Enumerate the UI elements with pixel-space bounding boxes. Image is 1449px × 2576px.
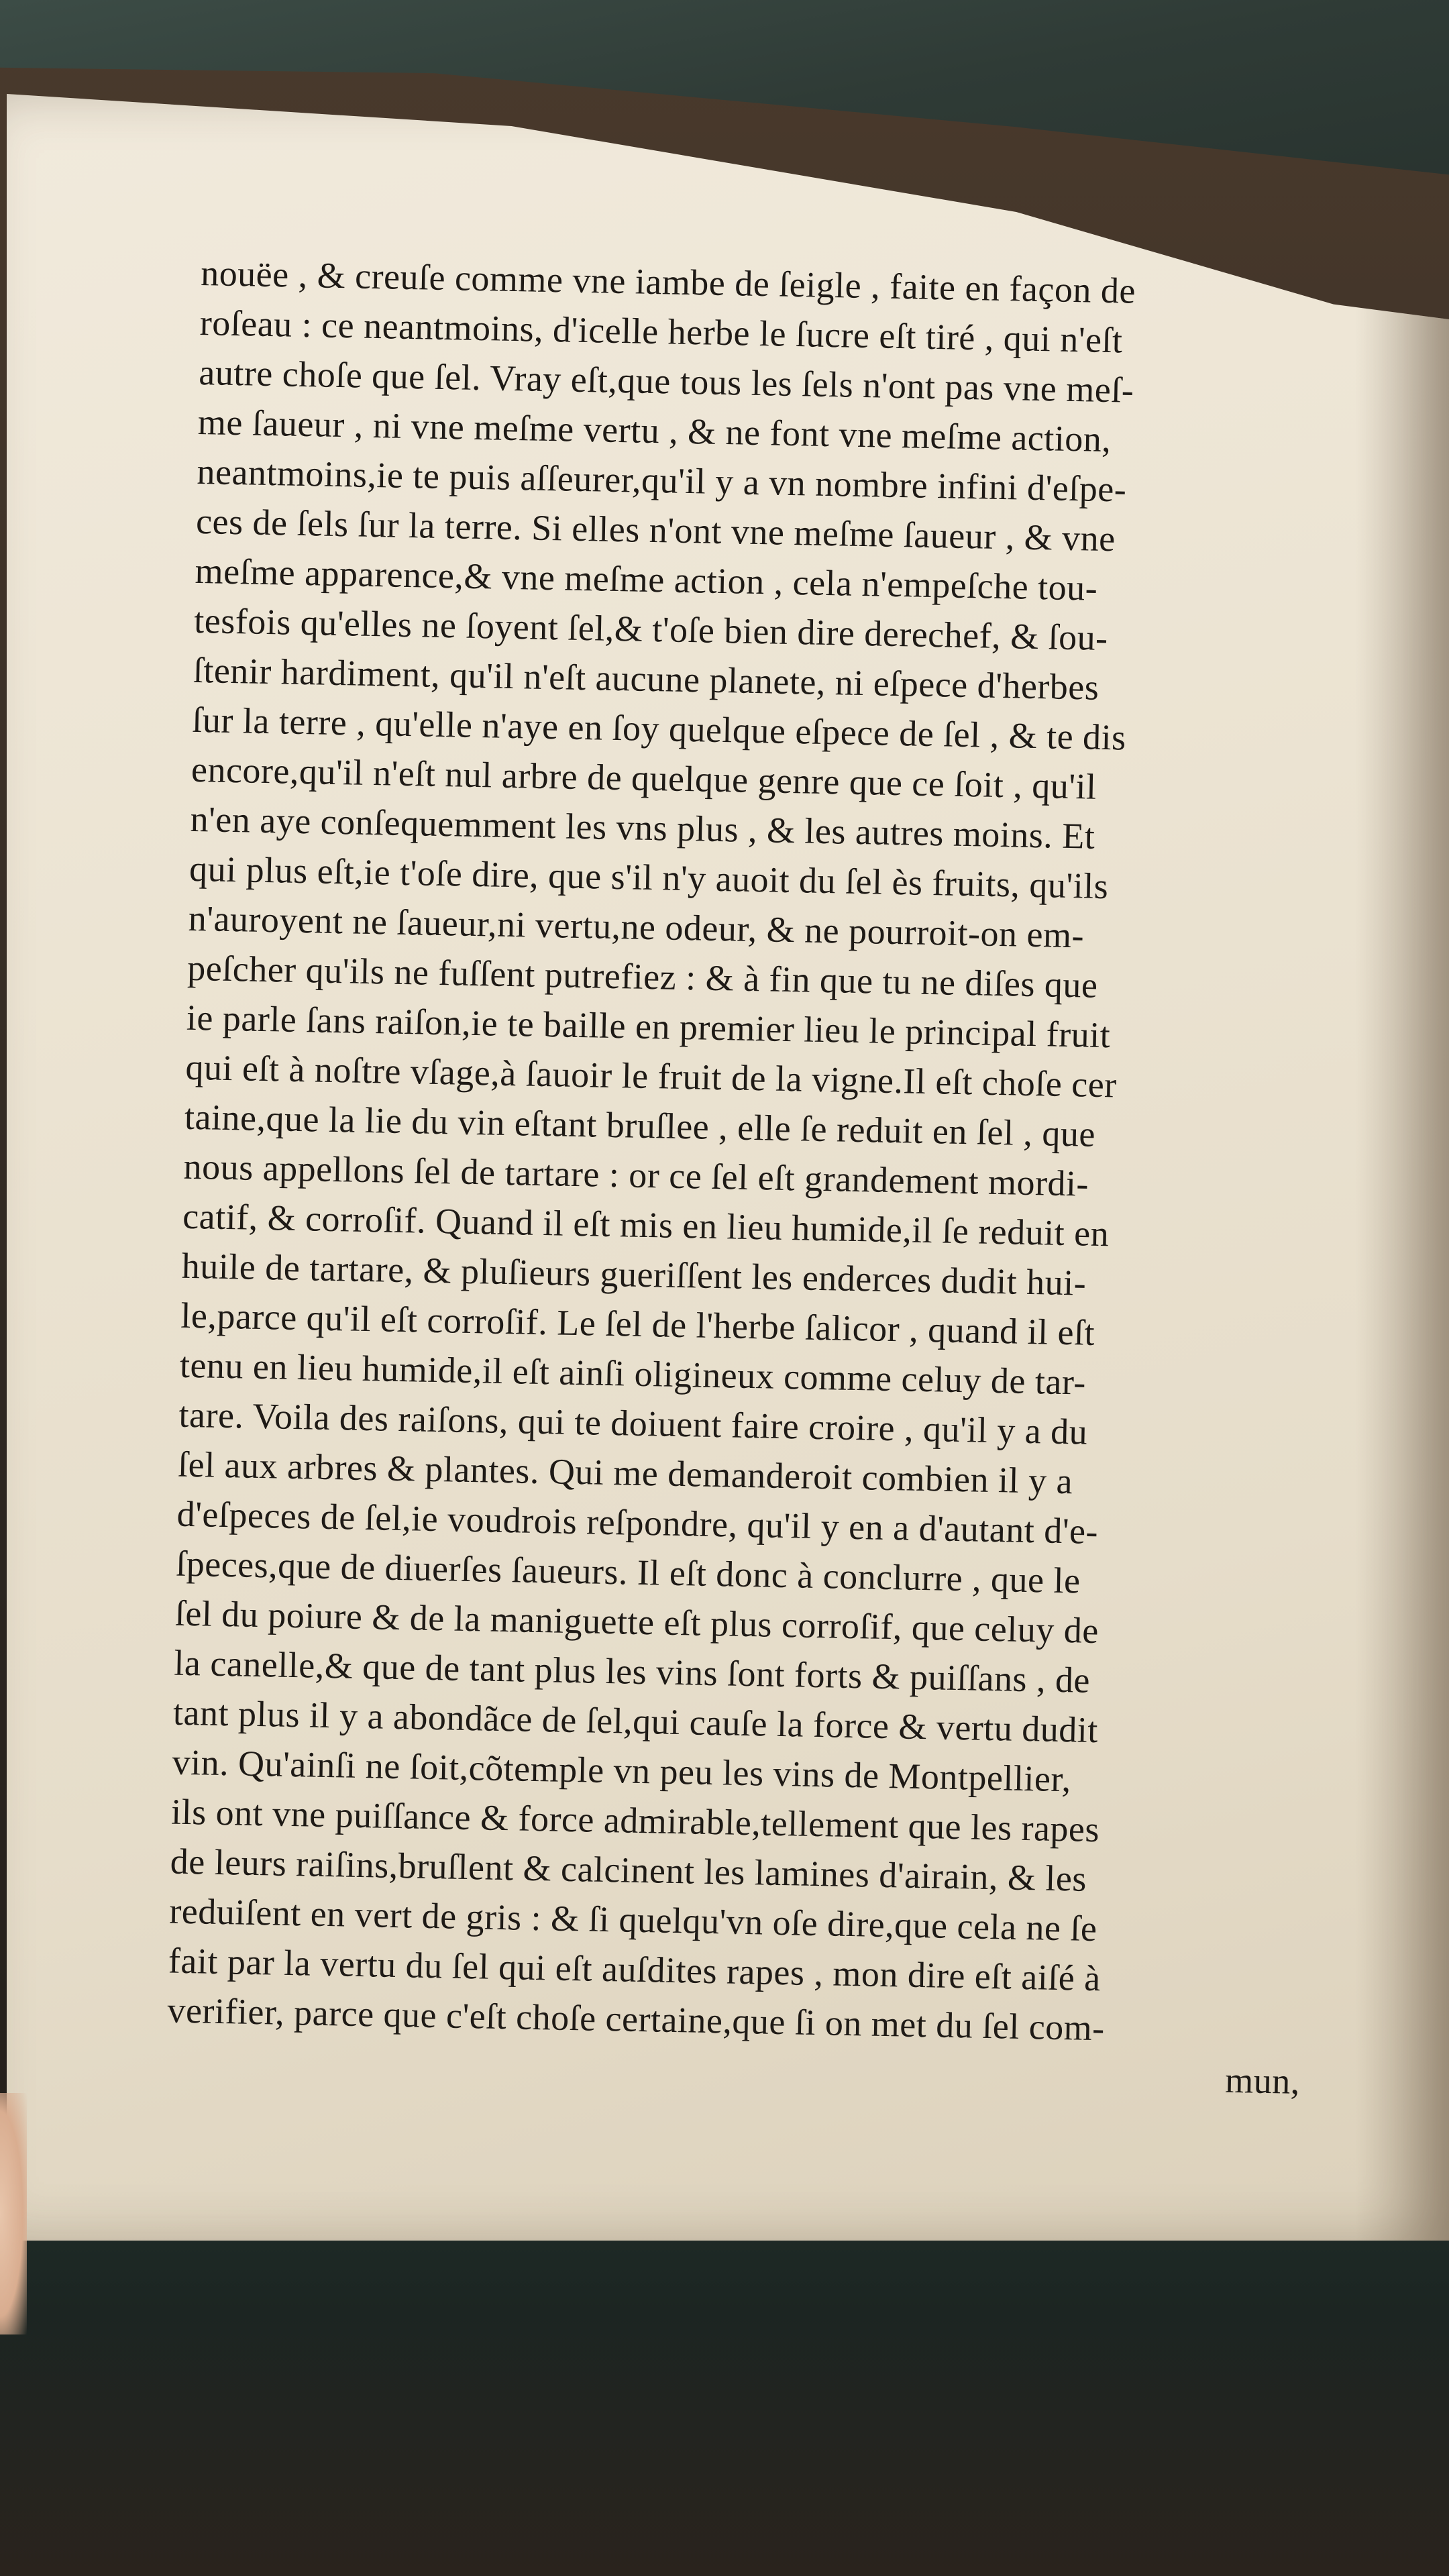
text-line: roſeau : ce neantmoins, d'icelle herbe le ſucre eſt tiré , qui n'eſt bbox=[199, 302, 1124, 361]
text-line: nouëe , & creuſe comme vne iambe de ſeigle , faite en façon de bbox=[200, 252, 1136, 311]
text-line: autre choſe que ſel. Vray eſt,que tous les ſels n'ont pas vne meſ- bbox=[198, 352, 1134, 411]
catchword: mun, bbox=[1224, 2059, 1301, 2102]
text-line: neantmoins,ie te puis aſſeurer,qu'il y a vn nombre infini d'eſpe- bbox=[197, 451, 1127, 510]
text-line: catif, & corroſif. Quand il eſt mis en lieu humide,il ſe reduit en bbox=[182, 1195, 1110, 1254]
text-line: huile de tartare, & pluſieurs gueriſſent les enderces dudit hui- bbox=[181, 1245, 1087, 1303]
text-line: fait par la vertu du ſel qui eſt auſdites rapes , mon dire eſt aiſé à bbox=[168, 1940, 1102, 1999]
text-line: tesfois qu'elles ne ſoyent ſel,& t'oſe bien dire derechef, & ſou- bbox=[193, 600, 1109, 659]
text-line: me ſaueur , ni vne meſme vertu , & ne font vne meſme action, bbox=[197, 401, 1112, 460]
text-line: vin. Qu'ainſi ne ſoit,cõtemple vn peu les vins de Montpellier, bbox=[172, 1741, 1072, 1800]
text-line: ſel aux arbres & plantes. Qui me demanderoit combien il y a bbox=[177, 1444, 1073, 1502]
text-line: ſpeces,que de diuerſes ſaueurs. Il eſt donc à conclurre , que le bbox=[175, 1543, 1081, 1601]
text-line: tenu en lieu humide,il eſt ainſi oligineux comme celuy de tar- bbox=[179, 1344, 1087, 1403]
text-line: peſcher qu'ils ne fuſſent putrefiez : & à fin que tu ne diſes que bbox=[186, 947, 1099, 1006]
thumb bbox=[0, 2093, 27, 2334]
text-line: ie parle ſans raiſon,ie te baille en premier lieu le principal fruit bbox=[186, 997, 1111, 1056]
text-line: ſur la terre , qu'elle n'aye en ſoy quelque eſpece de ſel , & te dis bbox=[191, 699, 1127, 758]
text-line: de leurs raiſins,bruſlent & calcinent les lamines d'airain, & les bbox=[170, 1841, 1087, 1899]
page-text bbox=[166, 248, 1341, 2106]
text-line: verifier, parce que c'eſt choſe certaine,que ſi on met du ſel com- bbox=[166, 1990, 1106, 2049]
text-line: ces de ſels ſur la terre. Si elles n'ont vne meſme ſaueur , & vne bbox=[195, 500, 1116, 559]
text-line: tant plus il y a abondãce de ſel,qui cauſe la force & vertu dudit bbox=[172, 1692, 1099, 1751]
text-line: reduiſent en vert de gris : & ſi quelqu'vn oſe dire,que cela ne ſe bbox=[168, 1890, 1097, 1949]
text-line: la canelle,& que de tant plus les vins ſont forts & puiſſans , de bbox=[173, 1642, 1091, 1701]
text-line: nous appellons ſel de tartare : or ce ſel eſt grandement mordi- bbox=[183, 1146, 1089, 1204]
text-line: ſtenir hardiment, qu'il n'eſt aucune planete, ni eſpece d'herbes bbox=[193, 649, 1099, 708]
text-line: n'en aye conſequemment les vns plus , & les autres moins. Et bbox=[190, 798, 1095, 857]
text-line: tare. Voila des raiſons, qui te doiuent faire croire , qu'il y a du bbox=[178, 1394, 1088, 1452]
text-line: qui eſt à noſtre vſage,à ſauoir le fruit de la vigne.Il eſt choſe cer bbox=[184, 1046, 1118, 1106]
text-line: qui plus eſt,ie t'oſe dire, que s'il n'y auoit du ſel ès fruits, qu'ils bbox=[189, 848, 1109, 907]
text-line: meſme apparence,& vne meſme action , cela n'empeſche tou- bbox=[195, 550, 1098, 608]
text-line: taine,que la lie du vin eſtant bruſlee , elle ſe reduit en ſel , que bbox=[184, 1096, 1096, 1155]
text-line: n'auroyent ne ſaueur,ni vertu,ne odeur, & ne pourroit-on em- bbox=[188, 898, 1085, 956]
text-line: ils ont vne puiſſance & force admirable,tellement que les rapes bbox=[170, 1791, 1100, 1850]
text-line: d'eſpeces de ſel,ie voudrois reſpondre, qu'il y en a d'autant d'e- bbox=[176, 1493, 1099, 1552]
text-line: ſel du poiure & de la maniguette eſt plus corroſif, que celuy de bbox=[174, 1593, 1099, 1652]
text-line: encore,qu'il n'eſt nul arbre de quelque genre que ce ſoit , qu'il bbox=[191, 749, 1097, 807]
text-line: le,parce qu'il eſt corroſif. Le ſel de l'herbe ſalicor , quand il eſt bbox=[180, 1295, 1095, 1353]
